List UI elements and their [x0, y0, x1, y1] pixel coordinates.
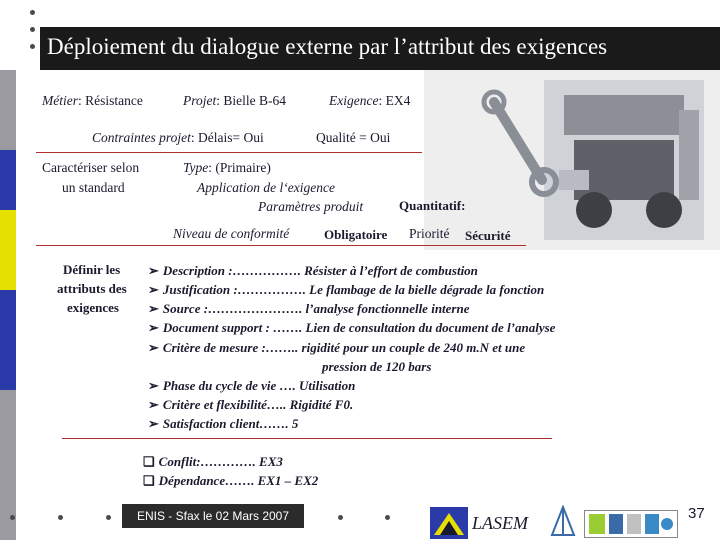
- arrow-icon: ➢: [148, 301, 159, 316]
- connecting-rod-image: [480, 88, 560, 198]
- left-accent-bar-yellow: [0, 210, 16, 290]
- left-accent-bar-blue2: [0, 290, 16, 390]
- bullet-text: Justification :……………. Le flambage de la bielle dégrade la fonction: [162, 282, 545, 297]
- type-label: Type: [183, 160, 209, 175]
- arrow-icon: ➢: [148, 282, 159, 297]
- quantitatif-label: Quantitatif:: [399, 198, 466, 213]
- dependance-item: [143, 473, 318, 489]
- definir-heading-line3: exigences: [67, 300, 119, 315]
- bullet-source: [148, 301, 470, 317]
- bullet-phase-cycle: [148, 378, 355, 394]
- bullet-satisfaction: [148, 416, 298, 432]
- bullet-text: Satisfaction client……. 5: [162, 416, 299, 431]
- arrow-icon: ➢: [148, 397, 159, 412]
- bullet-critere-flexibilite: [148, 397, 353, 413]
- divider: [36, 245, 526, 246]
- arrow-icon: ➢: [148, 263, 159, 278]
- caracteriser-heading-line1: Caractériser selon: [42, 160, 140, 175]
- bullet-text: Description :……………. Résister à l’effort de combustion: [162, 263, 478, 278]
- engine-photo: [424, 70, 720, 250]
- page-number: 37: [688, 505, 705, 522]
- arrow-icon: ➢: [148, 340, 159, 355]
- bullet-document-support: [148, 320, 555, 336]
- bullet-text: Document support : ……. Lien de consultation du document de l’analyse: [162, 320, 556, 335]
- decor-dot: [30, 10, 35, 15]
- type-field: [183, 160, 271, 176]
- obligatoire-value: Obligatoire: [324, 227, 388, 242]
- decor-dot: [338, 515, 343, 520]
- securite-value: Sécurité: [465, 228, 511, 243]
- decor-dot: [58, 515, 63, 520]
- enis-logo: [430, 507, 468, 539]
- conflit-item: [143, 454, 283, 470]
- projet-label: Projet: [183, 93, 217, 108]
- left-accent-bar-blue: [0, 150, 16, 210]
- projet-field: [183, 93, 286, 109]
- bullet-critere-mesure-cont: pression de 120 bars: [322, 359, 432, 374]
- bullet-text: Critère de mesure :…….. rigidité pour un couple de 240 m.N et une: [162, 340, 526, 355]
- divider: [62, 438, 552, 439]
- metier-label: Métier: [42, 93, 78, 108]
- exigence-field: [329, 93, 410, 109]
- metier-field: [42, 93, 143, 109]
- metier-value: : Résistance: [78, 93, 143, 108]
- ensi-logo: [548, 505, 578, 539]
- decor-dot: [106, 515, 111, 520]
- contraintes-value: : Délais= Oui: [190, 130, 264, 145]
- bullet-critere-mesure: [148, 340, 525, 356]
- decor-dot: [30, 27, 35, 32]
- bullet-text: Source :…………………. l’analyse fonctionnelle interne: [162, 301, 470, 316]
- bullet-text: Phase du cycle de vie …. Utilisation: [162, 378, 356, 393]
- decor-dot: [30, 44, 35, 49]
- niveau-label: Niveau de conformité: [173, 226, 290, 241]
- left-accent-bar-gray: [0, 70, 16, 150]
- exigence-label: Exigence: [329, 93, 379, 108]
- contraintes-label: Contraintes projet: [92, 130, 191, 145]
- arrow-icon: ➢: [148, 320, 159, 335]
- divider: [36, 152, 422, 153]
- priorite-label: Priorité: [409, 226, 450, 241]
- lasem-label: LASEM: [472, 513, 528, 533]
- conflit-text: Conflit:…………. EX3: [158, 454, 283, 469]
- arrow-icon: ➢: [148, 416, 159, 431]
- parametres-label: Paramètres produit: [258, 199, 364, 214]
- caracteriser-heading-line2: un standard: [62, 180, 125, 195]
- decor-dot: [10, 515, 15, 520]
- gilco-logo: [584, 510, 678, 538]
- checkbox-icon: ❑: [143, 473, 155, 488]
- type-value: : (Primaire): [208, 160, 271, 175]
- arrow-icon: ➢: [148, 378, 159, 393]
- checkbox-icon: ❑: [143, 454, 155, 469]
- bullet-justification: [148, 282, 544, 298]
- decor-dot: [385, 515, 390, 520]
- projet-value: : Bielle B-64: [216, 93, 286, 108]
- exigence-value: : EX4: [378, 93, 411, 108]
- qualite-field: Qualité = Oui: [316, 130, 391, 145]
- page-title: Déploiement du dialogue externe par l’attribut des exigences: [47, 34, 608, 59]
- bullet-text: Critère et flexibilité….. Rigidité F0.: [162, 397, 354, 412]
- dependance-text: Dépendance……. EX1 – EX2: [158, 473, 319, 488]
- definir-heading-line2: attributs des: [57, 281, 127, 296]
- footer-event: ENIS - Sfax le 02 Mars 2007: [122, 504, 304, 528]
- contraintes-field: [92, 130, 264, 146]
- bullet-description: [148, 263, 478, 279]
- definir-heading-line1: Définir les: [63, 262, 121, 277]
- application-label: Application de l‘exigence: [197, 180, 335, 195]
